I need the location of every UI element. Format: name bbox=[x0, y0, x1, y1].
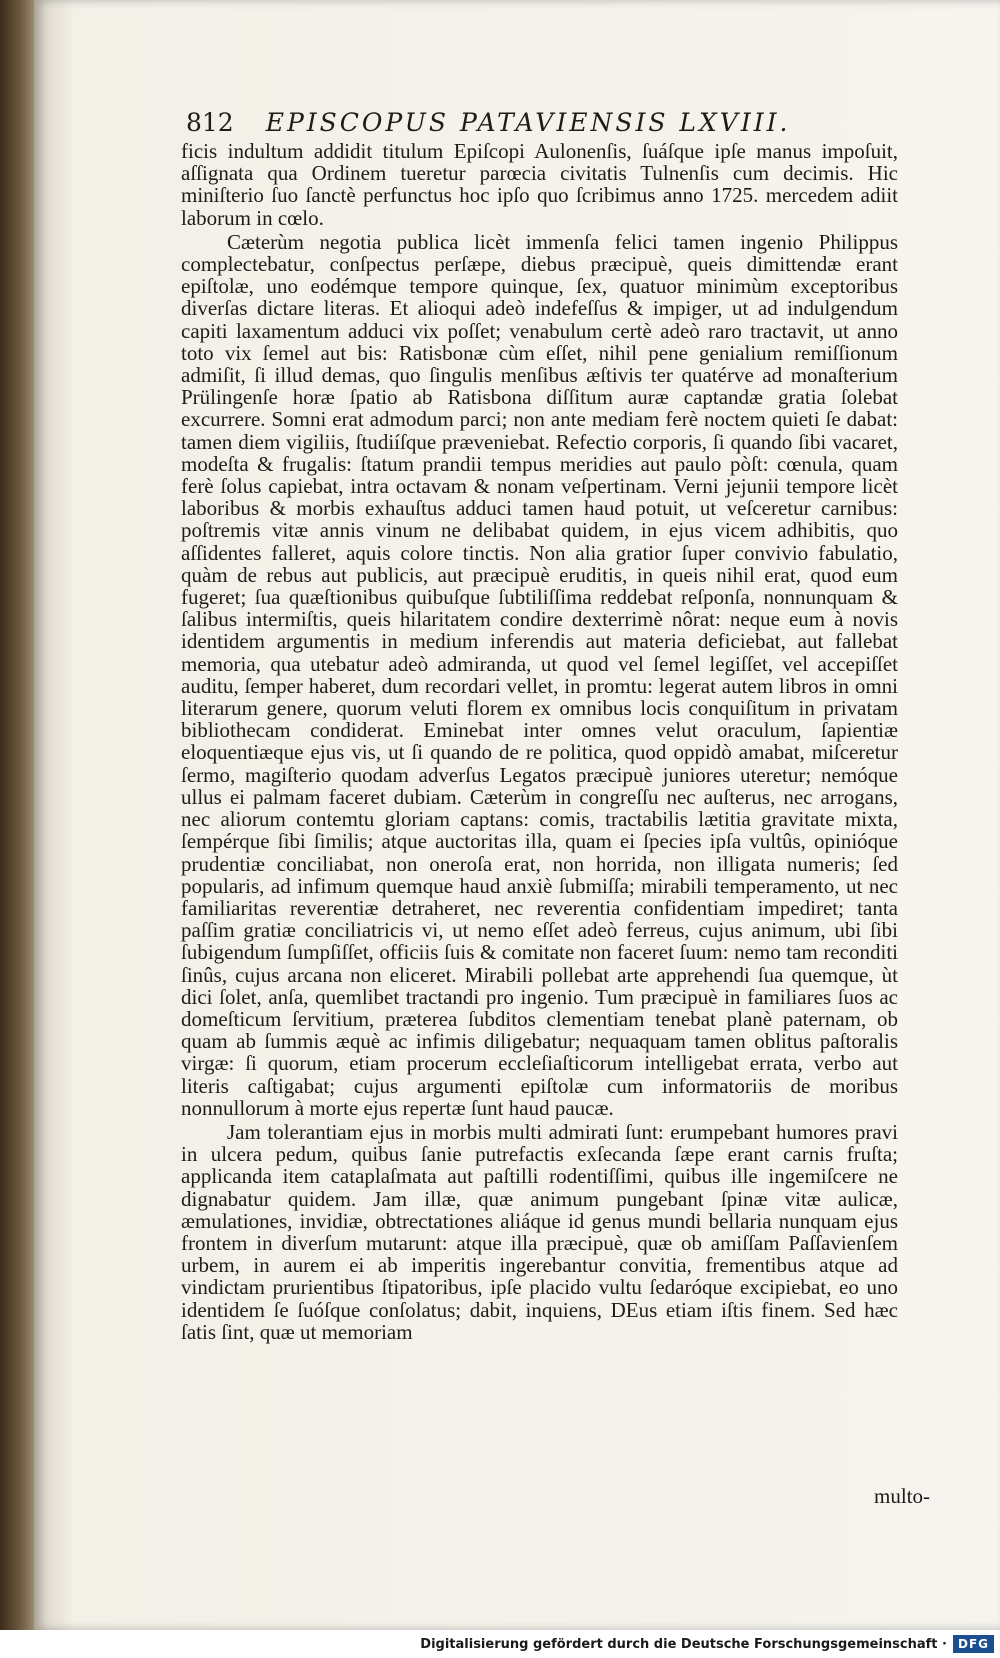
paragraph-continued: ficis indultum addidit titulum Epiſcopi Aulonenſis, ſuáſque ipſe manus impoſuit, aſſignata qua Ordinem tueretur parœcia civitatis Tulnenſis cum decimis. Hic miniſterio ſuo ſanctè perfunctus hoc ipſo quo ſcribimus anno 1725. mercedem adiit laborum in cœlo. bbox=[181, 139, 898, 230]
paragraph: Cæterùm negotia publica licèt immenſa felici tamen ingenio Philippus complectebatur, conſpectus perſæpe, diebus præcipuè, queis dimittendæ erant epiſtolæ, uno eodémque tempore quinque, ſex, quatuor minimùm exceptoribus diverſas dictare literas. Et alioqui adeò indefeſſus & impiger, ut ad indulgendum capiti laxamentum adduci vix poſſet; venabulum certè adeò raro tractavit, ut anno toto vix ſemel aut bis: Ratisbonæ cùm eſſet, nihil pene genialium remiſſionum admiſit, ſi illud demas, quo ſingulis menſibus æſtivis ter quatérve ad monaſterium Prülingenſe horæ ſpatio ab Ratisbona diſſitum auræ captandæ gratia ſolebat excurrere. Somni erat admodum parci; non ante mediam ferè noctem quieti ſe dabat: tamen diem vigiliis, ſtudiíſque præveniebat. Refectio corporis, ſi quando ſibi vacaret, modeſta & frugalis: ſtatum prandii tempus meridies aut paulo pòſt: cœnula, quam ferè ſolus capiebat, intra octavam & nonam veſpertinam. Verni jejunii tempore licèt laboribus & morbis exhauſtus adduci tamen haud potuit, ut veſceretur carnibus: poſtremis vitæ annis vinum ne delibabat quidem, in ejus vicem adhibitis, quo aſſidentes falleret, aquis colore tinctis. Non alia gratior ſuper convivio fabulatio, quàm de rebus aut publicis, aut præcipuè eruditis, in queis nihil erat, quod eum fugeret; ſua quæſtionibus quibuſque ſubtiliſſima reddebat reſponſa, nonnunquam & ſalibus intermiſtis, queis hilaritatem condire dexterrimè nôrat: neque eum à novis identidem argumentis in medium inferendis aut materia deficiebat, aut fallebat memoria, qua utebatur adeò admiranda, ut quod vel ſemel legiſſet, vel accepiſſet auditu, ſemper haberet, dum recordari vellet, in promtu: legerat autem libros in omni literarum genere, quorum veluti florem ex omnibus locis conquiſitum in privatam bibliothecam condiderat. Eminebat inter omnes velut oraculum, ſapientiæ eloquentiæque ejus vis, ut ſi quando de re politica, quod oppidò amabat, miſceretur ſermo, magiſterio quodam adverſus Legatos præcipuè juniores uteretur; nemóque ullus ei palmam faceret dubiam. Cæterùm in congreſſu nec auſterus, nec arrogans, nec aliorum contemtu gloriam captans: comis, tractabilis lætitia gravitate mixta, ſempérque ſibi ſimilis; atque auctoritas illa, quam ei ſpecies ipſa vultûs, opinióque prudentiæ conciliabat, non oneroſa erat, non horrida, non illigata numeris; ſed popularis, ad infimum quemque haud anxiè ſubmiſſa; mirabili temperamento, ut nec familiaritas reverentiæ detraheret, nec reverentia confidentiam impediret; tanta paſſim gratiæ conciliatricis vi, ut nemo eſſet adeò ferreus, cujus animum, ubi ſibi ſubigendum ſumpſiſſet, officiis ſuis & comitate non faceret ſuum: nemo tam reconditi ſinûs, cujus arcana non eliceret. Mirabili pollebat arte apprehendi ſua quemque, ùt dici ſolet, anſa, quemlibet tractandi pro ingenio. Tum præcipuè in familiares ſuos ac domeſticum ſervitium, præterea ſubditos clementiam tenebat planè paternam, ob quam ab ſummis æquè ac infimis diligebatur; nequaquam tamen oblitus paſtoralis virgæ: ſi quorum, etiam procerum eccleſiaſticorum intelligebat errata, verbo aut literis caſtigabat; cujus argumenti epiſtolæ cum informatoriis de moribus nonnullorum à morte ejus repertæ ſunt haud paucæ. bbox=[181, 229, 898, 1120]
book-spine bbox=[0, 0, 34, 1630]
dfg-logo-icon: DFG bbox=[953, 1635, 994, 1653]
page-number: 812 bbox=[186, 108, 234, 137]
main-text bbox=[181, 140, 898, 1343]
running-head: EPISCOPUS PATAVIENSIS LXVIII. bbox=[265, 108, 791, 137]
paragraph: Jam tolerantiam ejus in morbis multi admirati ſunt: erumpebant humores pravi in ulcera pedum, quibus ſanie putrefactis exſecanda ſæpe erant carnis fruſta; applicanda item cataplaſmata aut paſtilli rodentiſſimi, quibus ille ingemiſcere ne dignabatur quidem. Jam illæ, quæ animum pungebant ſpinæ vitæ aulicæ, æmulationes, invidiæ, obtrectationes aliáque id genus mundi bellaria nunquam ejus frontem in diverſum mutarunt: atque illa præcipuè, quæ ob amiſſam Paſſavienſem urbem, in aurem ei ab imperitis ingerebantur convitia, frementibus atque ad vindictam prurientibus ſtipatoribus, ipſe placido vultu ſedaróque excipiebat, eo uno identidem ſe ſuóſque conſolatus; dabit, inquiens, DEus etiam iſtis finem. Sed hæc ſatis ſint, quæ ut memoriam bbox=[181, 1119, 898, 1344]
catchword: multo- bbox=[874, 1484, 930, 1508]
funding-notice: Digitalisierung gefördert durch die Deutsche Forschungsgemeinschaft · bbox=[420, 1636, 947, 1652]
digitization-footer bbox=[0, 1630, 1000, 1658]
